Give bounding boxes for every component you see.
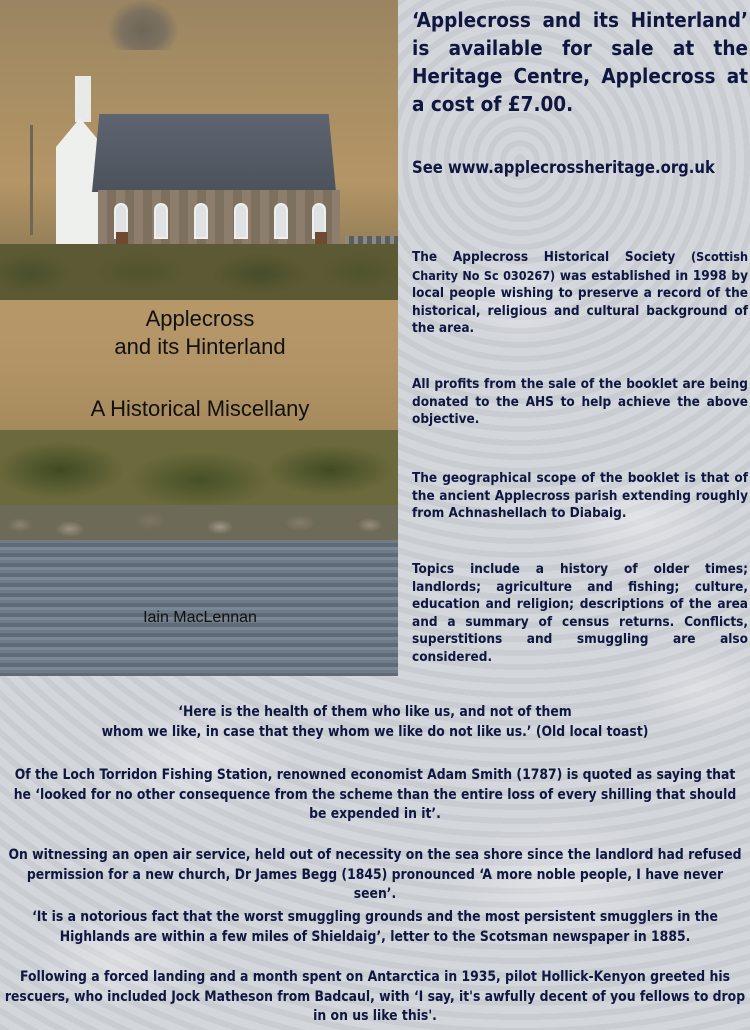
cover-title-line1: Applecross <box>145 306 255 331</box>
church-window <box>194 203 208 239</box>
cover-title-line2: and its Hinterland <box>114 334 286 359</box>
sale-headline: ‘Applecross and its Hinterland’ is available for sale at the Heritage Centre, Applecross at a cost of £7.00. <box>412 8 748 116</box>
society-charity: (Scottish Charity No Sc 030267) <box>412 249 748 283</box>
church-roof <box>92 114 336 192</box>
society-text: was established in 1998 by local people wishing to preserve a record of the historical, religious and cultural background of the area. <box>412 267 748 337</box>
cover-author: Iain MacLennan <box>143 609 257 626</box>
church-wall <box>98 190 340 252</box>
hedge <box>0 244 398 304</box>
church-window <box>274 203 288 239</box>
church-window <box>154 203 168 239</box>
scope-paragraph: The geographical scope of the booklet is that of the ancient Applecross parish extending roughly from Achnashellach to Diabaig. <box>412 470 748 522</box>
church-chimney <box>75 76 91 122</box>
church-window <box>234 203 248 239</box>
profits-paragraph: All profits from the sale of the booklet are being donated to the AHS to help achieve the above objective. <box>412 376 748 428</box>
toast-line1: ‘Here is the health of them who like us, and not of them <box>178 704 572 720</box>
hollick-kenyon-quote: Following a forced landing and a month spent on Antarctica in 1935, pilot Hollick-Kenyon greeted his rescuers, who included Jock Matheson from Badcaul, with ‘I say, it's awfully decent of you fellows to drop in on us like this'. <box>4 969 746 1024</box>
website-link[interactable]: See www.applecrossheritage.org.uk <box>412 158 715 177</box>
adam-smith-quote: Of the Loch Torridon Fishing Station, renowned economist Adam Smith (1787) is quoted as saying that he ‘looked for no other consequence from the scheme than the entire loss of every shilling that should be expended in it’. <box>13 767 737 822</box>
cover-title <box>40 305 360 361</box>
bare-tree <box>108 0 178 50</box>
smuggling-quote: ‘It is a notorious fact that the worst smuggling grounds and the most persistent smugglers in the Highlands are within a few miles of Shieldaig’, letter to the Scotsman newspaper in 1885. <box>32 909 718 945</box>
book-cover <box>0 0 398 676</box>
society-name: The Applecross Historical Society <box>412 249 676 265</box>
topics-paragraph: Topics include a history of older times; landlords; agriculture and fishing; culture, education and religion; descriptions of the area and a summary of census returns. Conflicts, superstitions and smuggling are also considered. <box>412 561 748 665</box>
telegraph-pole <box>30 125 33 235</box>
cover-subtitle: A Historical Miscellany <box>90 396 310 421</box>
shore-rocks <box>0 505 398 545</box>
society-paragraph <box>412 248 748 338</box>
toast-line2: whom we like, in case that they whom we like do not like us.’ (Old local toast) <box>101 723 649 740</box>
toast-quote <box>4 703 746 742</box>
james-begg-quote: On witnessing an open air service, held out of necessity on the sea shore since the landlord had refused permission for a new church, Dr James Begg (1845) pronounced ‘A more noble people, I have never seen’. <box>8 847 742 902</box>
loch-water <box>0 540 398 676</box>
